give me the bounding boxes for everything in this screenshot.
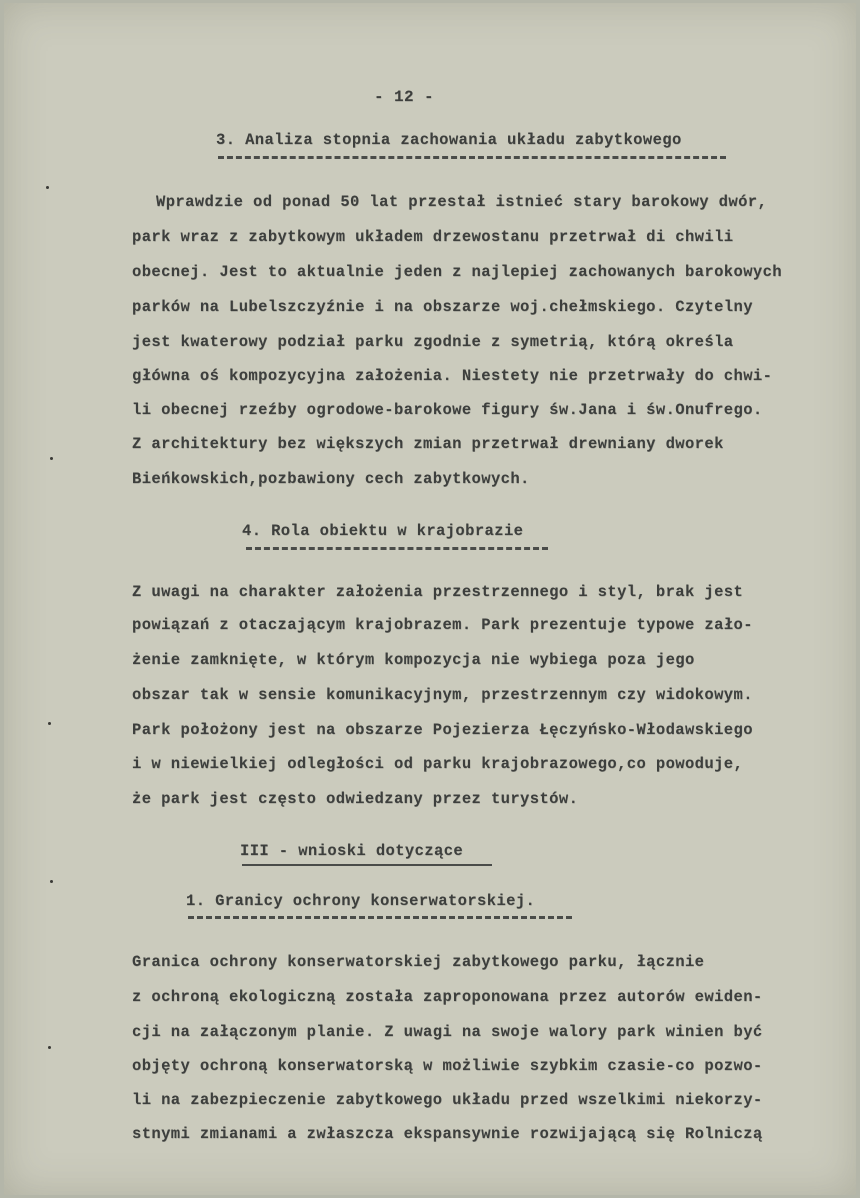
paragraph-line: obecnej. Jest to aktualnie jeden z najlepiej zachowanych barokowych — [132, 263, 783, 281]
paragraph-line: park wraz z zabytkowym układem drzewostanu przetrwał di chwili — [132, 228, 734, 246]
paper-speck — [48, 1046, 51, 1049]
paragraph-line: Z architektury bez większych zmian przetrwał drewniany dworek — [132, 435, 724, 453]
paragraph-line: żenie zamknięte, w którym kompozycja nie wybiega poza jego — [132, 651, 695, 669]
paragraph-line: parków na Lubelszczyźnie i na obszarze woj.chełmskiego. Czytelny — [132, 298, 753, 316]
section-iii-1-underline — [188, 916, 572, 919]
paragraph-line: Bieńkowskich,pozbawiony cech zabytkowych. — [132, 470, 530, 488]
section-4-underline — [246, 547, 548, 550]
paragraph-line: cji na załączonym planie. Z uwagi na swoje walory park winien być — [132, 1023, 763, 1041]
paragraph-line: Wprawdzie od ponad 50 lat przestał istnieć stary barokowy dwór, — [156, 193, 768, 211]
paragraph-line: jest kwaterowy podział parku zgodnie z symetrią, którą określa — [132, 333, 734, 351]
section-iii-heading: III - wnioski dotyczące — [240, 842, 464, 860]
paragraph-line: li na zabezpieczenie zabytkowego układu przed wszelkimi niekorzy- — [132, 1091, 763, 1109]
document-page — [4, 3, 856, 1195]
paragraph-line: główna oś kompozycyjna założenia. Niestety nie przetrwały do chwi- — [132, 367, 773, 385]
paragraph-line: Granica ochrony konserwatorskiej zabytkowego parku, łącznie — [132, 953, 705, 971]
paper-speck — [50, 457, 53, 460]
section-iii-1-heading: 1. Granicy ochrony konserwatorskiej. — [186, 892, 536, 910]
paragraph-line: Z uwagi na charakter założenia przestrzennego i styl, brak jest — [132, 583, 744, 601]
paragraph-line: objęty ochroną konserwatorską w możliwie szybkim czasie-co pozwo- — [132, 1057, 763, 1075]
section-3-heading: 3. Analiza stopnia zachowania układu zabytkowego — [216, 131, 682, 149]
paragraph-line: powiązań z otaczającym krajobrazem. Park prezentuje typowe zało- — [132, 616, 753, 634]
paper-speck — [46, 186, 49, 189]
paper-speck — [48, 722, 51, 725]
section-4-heading: 4. Rola obiektu w krajobrazie — [242, 522, 524, 540]
paragraph-line: i w niewielkiej odległości od parku krajobrazowego,co powoduje, — [132, 755, 744, 773]
section-3-underline — [218, 156, 726, 159]
section-iii-underline — [242, 864, 492, 866]
paragraph-line: że park jest często odwiedzany przez turystów. — [132, 790, 579, 808]
paragraph-line: stnymi zmianami a zwłaszcza ekspansywnie rozwijającą się Rolniczą — [132, 1125, 763, 1143]
page-number: - 12 - — [374, 88, 435, 106]
paragraph-line: z ochroną ekologiczną została zaproponowana przez autorów ewiden- — [132, 988, 763, 1006]
paragraph-line: obszar tak w sensie komunikacyjnym, przestrzennym czy widokowym. — [132, 686, 753, 704]
paper-speck — [50, 880, 53, 883]
paragraph-line: li obecnej rzeźby ogrodowe-barokowe figury św.Jana i św.Onufrego. — [132, 401, 763, 419]
paragraph-line: Park położony jest na obszarze Pojezierza Łęczyńsko-Włodawskiego — [132, 721, 753, 739]
